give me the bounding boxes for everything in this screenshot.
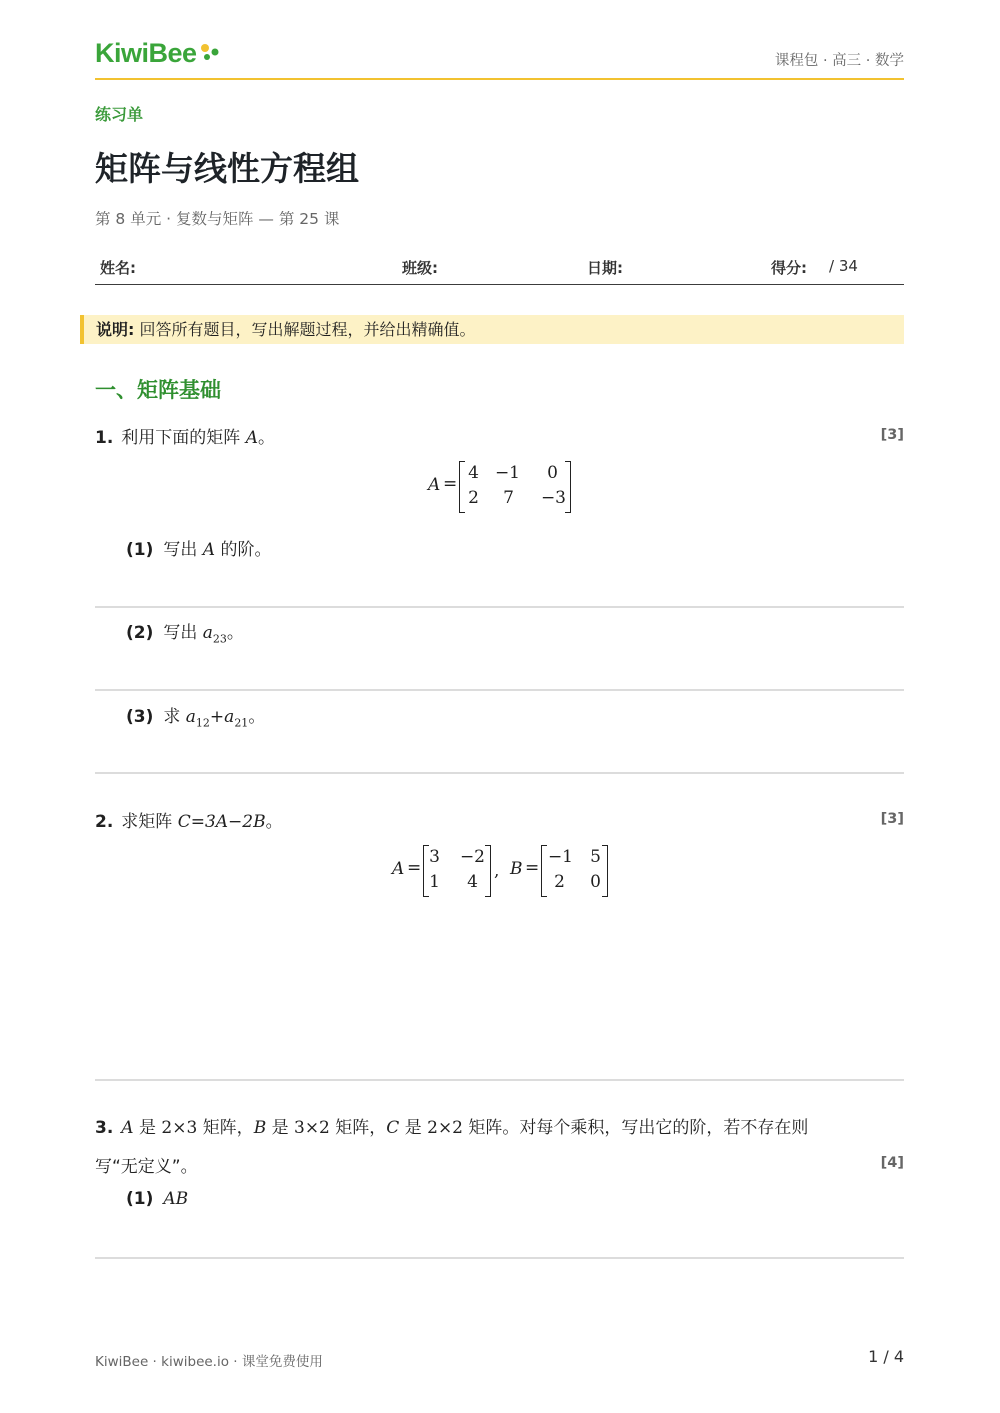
- section-heading: 一、矩阵基础: [95, 378, 221, 402]
- math-subscript: 12: [195, 716, 210, 730]
- part-text: 写出: [163, 623, 198, 643]
- math-var: C: [386, 1118, 400, 1138]
- question-number: 2.: [95, 812, 114, 832]
- question-1-part-2: [126, 618, 244, 645]
- matrix-cell: −3: [540, 488, 566, 508]
- part-text-end: 的阶。: [220, 540, 272, 560]
- answer-line: [95, 772, 904, 774]
- matrix-cell: 2: [554, 872, 565, 892]
- doc-kicker: 练习单: [95, 105, 144, 124]
- dimension: 2×2: [427, 1118, 464, 1138]
- matrix-cell: 0: [590, 872, 601, 892]
- math-var: A: [202, 540, 216, 560]
- part-text: 写出: [163, 540, 198, 560]
- page-title: 矩阵与线性方程组: [95, 149, 359, 188]
- matrix-label: A: [392, 859, 405, 879]
- question-number: 3.: [95, 1118, 114, 1138]
- page-number: 1 / 4: [868, 1347, 904, 1366]
- dimension: 2×3: [161, 1118, 198, 1138]
- header-divider: [95, 78, 904, 80]
- word-is: 是: [404, 1118, 422, 1138]
- equals-sign: =: [525, 858, 540, 878]
- class-label: 班级:: [402, 259, 438, 277]
- matrix-cell: −1: [547, 847, 573, 867]
- matrix-cell: 0: [547, 463, 558, 483]
- score-label: 得分:: [771, 259, 807, 277]
- matrix-cell: 2: [468, 488, 479, 508]
- word-is: 是: [138, 1118, 156, 1138]
- date-label: 日期:: [587, 259, 623, 277]
- footer-text: KiwiBee · kiwibee.io · 课堂免费使用: [95, 1354, 323, 1370]
- name-label: 姓名:: [100, 259, 136, 277]
- matrix-cell: 3: [429, 847, 440, 867]
- page-subtitle: 第 8 单元 · 复数与矩阵 — 第 25 课: [95, 210, 340, 228]
- question-text: 求矩阵: [121, 812, 173, 832]
- math-var: B: [253, 1118, 267, 1138]
- question-marks: [3]: [880, 427, 904, 443]
- question-1-part-3: [126, 702, 265, 729]
- math-var: a: [185, 707, 196, 727]
- matrix-cell: 4: [467, 872, 478, 892]
- answer-line: [95, 606, 904, 608]
- question-marks: [4]: [880, 1155, 904, 1171]
- part-number: (1): [126, 540, 154, 560]
- instructions-text: 回答所有题目，写出解题过程，并给出精确值。: [139, 320, 476, 339]
- brand-logo: KiwiBee: [95, 38, 197, 68]
- math-var: a: [224, 707, 235, 727]
- math-subscript: 23: [212, 632, 227, 646]
- matrix-label: B: [510, 859, 523, 879]
- question-text-end: 。: [265, 812, 283, 832]
- math-var: A: [245, 428, 258, 448]
- question-1: [95, 423, 275, 448]
- matrix-cell: 1: [429, 872, 440, 892]
- matrices-ab-display: [392, 845, 612, 897]
- question-1-part-1: [126, 535, 271, 560]
- question-number: 1.: [95, 428, 114, 448]
- question-text: 矩阵，: [335, 1118, 387, 1138]
- question-text: 矩阵，: [202, 1118, 254, 1138]
- matrix-label: A: [428, 475, 441, 495]
- matrix-cell: 5: [590, 847, 601, 867]
- question-3: [95, 1113, 907, 1138]
- part-number: (2): [126, 623, 154, 643]
- question-text: 矩阵。对每个乘积，写出它的阶，若不存在则: [468, 1118, 809, 1138]
- right-bracket: [485, 845, 491, 897]
- question-text: 利用下面的矩阵: [121, 428, 241, 448]
- math-subscript: 21: [234, 716, 249, 730]
- part-text-end: 。: [248, 707, 266, 727]
- matrix-cell: −1: [494, 463, 520, 483]
- math-product: AB: [163, 1189, 189, 1209]
- student-info-row: [95, 254, 904, 285]
- math-formula: C=3A−2B: [177, 812, 266, 832]
- part-number: (1): [126, 1189, 154, 1209]
- right-bracket: [602, 845, 608, 897]
- part-text: 求: [163, 707, 181, 727]
- logo-dots-icon: [199, 43, 221, 63]
- answer-line: [95, 1257, 904, 1259]
- answer-line: [95, 689, 904, 691]
- plus-sign: +: [209, 707, 225, 727]
- dimension: 3×2: [294, 1118, 330, 1138]
- question-3-line-2: 写“无定义”。: [95, 1157, 198, 1177]
- equals-sign: =: [407, 858, 422, 878]
- instructions-label: 说明:: [96, 320, 135, 339]
- part-number: (3): [126, 707, 154, 727]
- equals-sign: =: [443, 474, 458, 494]
- part-text-end: 。: [226, 623, 244, 643]
- question-text-end: 。: [257, 428, 275, 448]
- word-is: 是: [271, 1118, 289, 1138]
- question-marks: [3]: [880, 811, 904, 827]
- matrix-cell: −2: [459, 847, 485, 867]
- question-3-part-1: [126, 1189, 188, 1209]
- math-var: A: [121, 1118, 134, 1138]
- matrix-a-display: [428, 461, 578, 513]
- course-path: 课程包 · 高三 · 数学: [774, 53, 904, 69]
- question-2: [95, 807, 283, 832]
- score-total: / 34: [829, 257, 858, 275]
- separator: ,: [494, 861, 500, 881]
- right-bracket: [565, 461, 571, 513]
- instructions-note: [80, 315, 904, 344]
- math-var: a: [202, 623, 213, 643]
- matrix-cell: 4: [468, 463, 479, 483]
- answer-line: [95, 1079, 904, 1081]
- matrix-cell: 7: [503, 488, 514, 508]
